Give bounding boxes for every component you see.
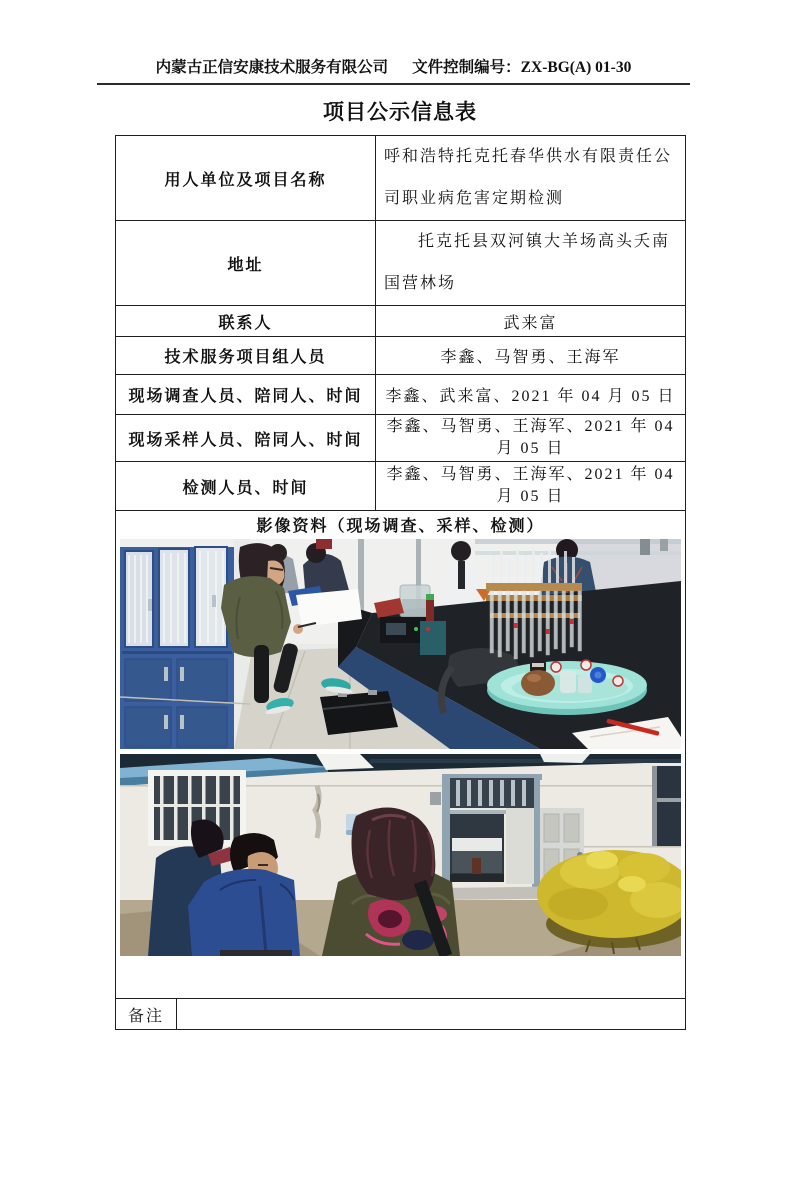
lab-scene-illustration xyxy=(120,539,681,749)
row-value: 李鑫、武来富、2021 年 04 月 05 日 xyxy=(385,388,676,405)
row-value: 李鑫、马智勇、王海军、2021 年 04 月 05 日 xyxy=(386,418,675,457)
table-row-survey xyxy=(116,375,685,415)
lab-cabinets xyxy=(120,539,234,749)
row-value: 呼和浩特托克托春华供水有限责任公司职业病危害定期检测 xyxy=(384,148,673,207)
doc-control-number: 文件控制编号：ZX-BG(A) 01-30 xyxy=(412,59,632,76)
table-row-project-team xyxy=(116,337,685,375)
company-name: 内蒙古正信安康技术服务有限公司 xyxy=(155,59,389,76)
row-label: 检测人员、时间 xyxy=(116,462,376,510)
row-label: 地址 xyxy=(116,221,376,305)
door-leaf xyxy=(506,808,534,884)
doorway-plant xyxy=(472,858,481,876)
sample-basin xyxy=(487,660,647,715)
instrument-case xyxy=(320,690,398,735)
photos-section xyxy=(116,539,685,999)
table-row-remark xyxy=(116,999,685,1029)
right-window xyxy=(652,766,681,846)
row-value: 李鑫、马智勇、王海军 xyxy=(440,349,621,366)
row-value: 李鑫、马智勇、王海军、2021 年 04 月 05 日 xyxy=(386,466,675,505)
row-label: 技术服务项目组人员 xyxy=(116,337,376,374)
table-row-sampling xyxy=(116,415,685,462)
page-title: 项目公示信息表 xyxy=(323,100,477,124)
table-row-employer xyxy=(116,136,685,221)
row-label: 联系人 xyxy=(116,306,376,336)
sampler-pump xyxy=(420,621,446,655)
row-label: 现场采样人员、陪同人、时间 xyxy=(116,415,376,461)
remark-value xyxy=(177,999,685,1029)
media-section-header: 影像资料（现场调查、采样、检测） xyxy=(256,518,545,535)
row-value: 武来富 xyxy=(503,314,558,332)
row-value: 托克托县双河镇大羊场高头夭南国营林场 xyxy=(384,233,671,292)
table-row-testing xyxy=(116,462,685,511)
photo-site-visit xyxy=(120,754,681,956)
remark-label: 备注 xyxy=(116,999,177,1029)
info-table xyxy=(115,135,686,1030)
photo-lab-testing xyxy=(120,539,681,749)
table-row-contact xyxy=(116,306,685,337)
utility-box xyxy=(430,792,441,805)
table-row-address xyxy=(116,221,685,306)
site-visit-illustration xyxy=(120,754,681,956)
row-label: 用人单位及项目名称 xyxy=(116,136,376,220)
row-label: 现场调查人员、陪同人、时间 xyxy=(116,375,376,414)
document-header xyxy=(97,55,690,85)
